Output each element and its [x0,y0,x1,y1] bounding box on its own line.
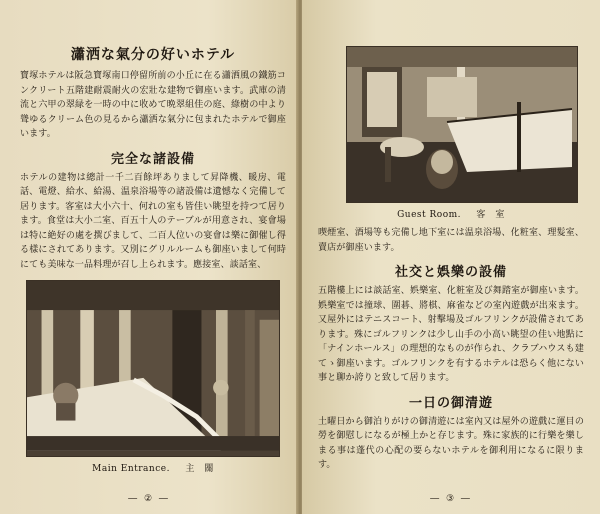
holiday-paragraph: 土曜日から御泊りがけの御清遊には室內又は屋外の遊戲に運目の勞を御慰しになるが極上かと存じます。殊に家族的に行樂を樂しまる事は蓬代の心配の要らないホテルを御利用になるに限ります。 [318,416,584,470]
page-number-left: ― ② ― [128,494,170,504]
intro-paragraph: 寶塚ホテルは阪急寶塚南口停留所前の小丘に在る瀟洒風の鐵筋コンクリート五階建耐震耐火の宏壯な建物で御座います。武庫の清流と六甲の翠緑を一時の中に收めて晩翠組佳の庭、綠樹の中より聳ゆるクリーム色の見るから瀟洒な氣分に包まれたホテルで御座います。 [20,71,286,139]
main-entrance-caption [20,461,286,474]
social-heading: 社交と娯樂の設備 [394,265,507,280]
holiday-heading: 一日の御清遊 [408,395,493,411]
left-page [0,0,298,514]
page-number-right: ― ③ ― [430,494,472,504]
guest-room-caption [318,207,584,220]
main-entrance-illustration [27,281,279,451]
right-page [302,0,600,514]
left-page-heading: 瀟洒な氣分の好いホテル [70,47,236,63]
guest-room-illustration [347,47,577,202]
main-entrance-photo [26,280,280,457]
caption-jp: 主 關 [185,464,214,474]
continuation-paragraph: 喫煙室、酒場等も完備し地下室には温泉浴場、化粧室、理髮室、賣店が御座います。 [318,228,584,253]
caption-en: Guest Room. [397,210,462,220]
guest-room-photo [346,46,578,203]
social-paragraph: 五階樓上には談話室、娯樂室、化粧室及び舞踏室が御座います。娯樂室では撞球、圍碁、將棋、麻雀などの室內遊戲が出來ます。又屋外にはテニスコート、射擊場及ゴルフリンクが設備されてあります。殊にゴルフリンクは少し山手の小高い眺望の佳い地點に「ナインホールス」の理想的なものが作られ、クラブハウスも建てゝ御座います。ゴルフリンクを有するホテルは恐らく他にない事と聊か誇りと致して居ります。 [318,286,584,383]
caption-jp: 客 室 [476,210,505,220]
facilities-paragraph: ホテルの建物は總計一千二百餘坪ありまして昇降機、暖房、電話、電燈、給水、給湯、温泉浴場等の諸設備は遺憾なく完備して居ります。客室は大小六十、何れの室も皆佳い眺望を持つて居ります。食堂は大小二室、百五十人のテーブルが用意され、宴會場は特に絶好の處を撰びまして、二百人位いの宴會は樂に御催し得る樣にされてあります。又別にグリルルームも御座いまして何時にても美味な一品料理が召し上られます。應接室、談話室、 [20,172,286,270]
caption-en: Main Entrance. [92,464,170,474]
facilities-heading: 完全な諸設備 [110,151,195,167]
